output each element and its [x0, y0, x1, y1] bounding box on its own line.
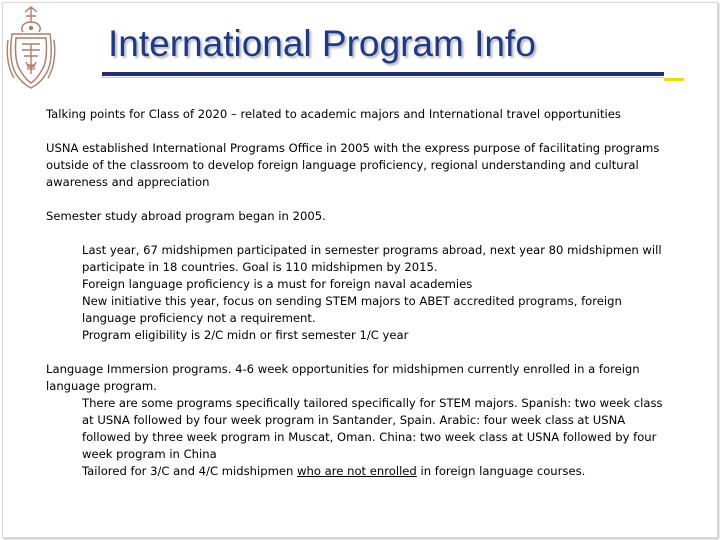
office-text: USNA established International Programs Office in 2005 with the express purpose of facilitating programs outside of the classroom to develop foreign language proficiency, regional understanding and cultural awareness and appreciation [46, 141, 660, 189]
semester-bullet: Foreign language proficiency is a must for foreign naval academies [82, 277, 473, 291]
slide-body [46, 106, 676, 480]
page-title: International Program Info [108, 23, 536, 64]
immersion-heading: Language Immersion programs. 4-6 week opportunities for midshipmen currently enrolled in a foreign language program. [46, 362, 640, 393]
tailored-underlined: who are not enrolled [297, 464, 417, 478]
immersion-tailored-text [46, 463, 676, 480]
semester-bullet: Program eligibility is 2/C midn or first semester 1/C year [82, 328, 409, 342]
semester-bullet: New initiative this year, focus on sending STEM majors to ABET accredited programs, foreign language proficiency not a requirement. [82, 294, 622, 325]
tailored-before: Tailored for 3/C and 4/C midshipmen [82, 464, 298, 478]
title-rule-accent-end [664, 78, 684, 81]
semester-heading: Semester study abroad program began in 2005. [46, 209, 326, 223]
title-rule-accent [102, 77, 664, 78]
naval-academy-crest-icon [6, 4, 56, 90]
intro-text: Talking points for Class of 2020 – related to academic majors and International travel opportunities [46, 107, 621, 121]
immersion-stem-text: There are some programs specifically tailored specifically for STEM majors. Spanish: two week class at USNA followed by four week program in Santander, Spain. Arabic: four week class at USNA followed by three week program in Muscat, Oman. China: two week class at USNA followed by four week program in China [82, 396, 663, 461]
tailored-after: in foreign language courses. [416, 464, 586, 478]
title-rule [102, 72, 664, 76]
semester-bullet: Last year, 67 midshipmen participated in semester programs abroad, next year 80 midshipmen will participate in 18 countries. Goal is 110 midshipmen by 2015. [82, 243, 662, 274]
